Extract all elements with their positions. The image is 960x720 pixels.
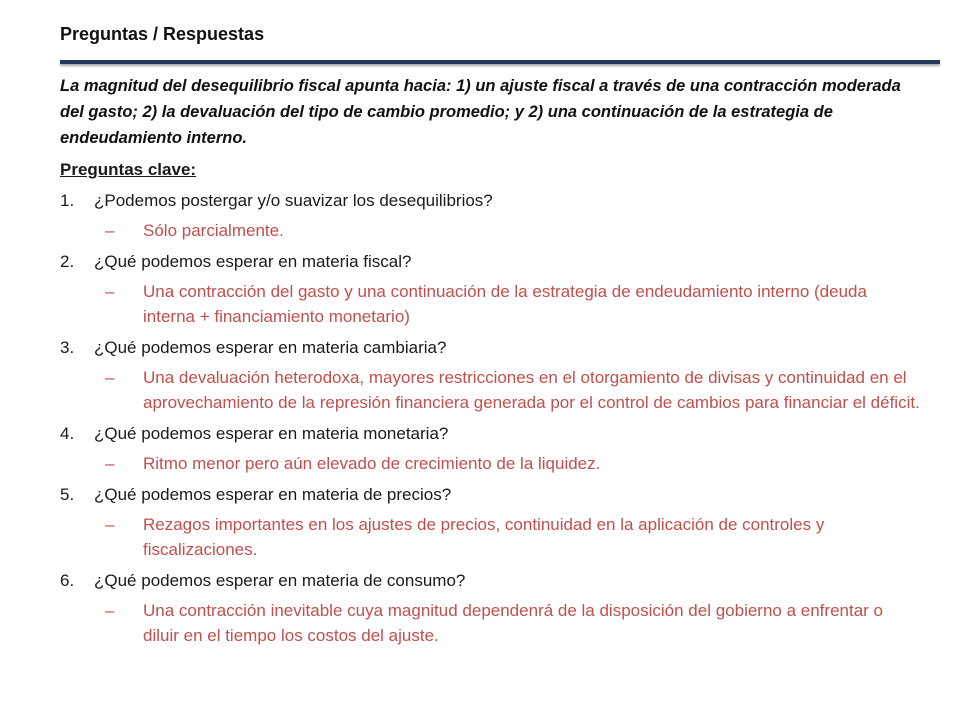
- question-text: ¿Qué podemos esperar en materia cambiaria?: [94, 338, 447, 357]
- question-line: [60, 567, 920, 595]
- answer-dash: –: [105, 221, 115, 240]
- question-line: [60, 334, 920, 362]
- questions-section: [60, 156, 920, 653]
- answer-line: [105, 598, 920, 648]
- question-text: ¿Qué podemos esperar en materia de precios?: [94, 485, 452, 504]
- question-text: ¿Qué podemos esperar en materia de consumo?: [94, 571, 466, 590]
- answer-text: Una contracción inevitable cuya magnitud dependenrá de la disposición del gobierno a enfrentar o diluir en el tiempo los costos del ajuste.: [143, 601, 883, 645]
- question-number: 5.: [60, 485, 75, 504]
- slide-title: Preguntas / Respuestas: [60, 24, 265, 44]
- answer-text: Una contracción del gasto y una continuación de la estrategia de endeudamiento interno (deuda interna + financiamiento monetario): [143, 282, 867, 326]
- answer-line: [105, 451, 920, 476]
- question-line: [60, 420, 920, 448]
- question-item: [60, 481, 920, 562]
- answer-text: Una devaluación heterodoxa, mayores restricciones en el otorgamiento de divisas y continuidad en el aprovechamiento de la represión financiera generada por el control de cambios para financiar el déficit.: [143, 368, 920, 412]
- answer-line: [105, 279, 920, 329]
- answer-dash: –: [105, 368, 115, 387]
- question-text: ¿Qué podemos esperar en materia monetaria?: [94, 424, 449, 443]
- summary-paragraph: La magnitud del desequilibrio fiscal apunta hacia: 1) un ajuste fiscal a través de una contracción moderada del gasto; 2) la devaluación del tipo de cambio promedio; y 2) una continuación de la estrategia de endeudamiento interno.: [60, 77, 901, 147]
- question-line: [60, 187, 920, 215]
- answer-dash: –: [105, 601, 115, 620]
- question-text: ¿Podemos postergar y/o suavizar los desequilibrios?: [94, 191, 493, 210]
- answer-line: [105, 512, 920, 562]
- questions-list: [60, 187, 920, 648]
- answer-text: Rezagos importantes en los ajustes de precios, continuidad en la aplicación de controles y fiscalizaciones.: [143, 515, 825, 559]
- question-item: [60, 187, 920, 243]
- answer-text: Ritmo menor pero aún elevado de crecimiento de la liquidez.: [143, 454, 601, 473]
- answer-line: [105, 218, 920, 243]
- question-number: 1.: [60, 191, 75, 210]
- question-item: [60, 420, 920, 476]
- question-item: [60, 248, 920, 329]
- answer-dash: –: [105, 282, 115, 301]
- question-item: [60, 567, 920, 648]
- question-line: [60, 248, 920, 276]
- answer-line: [105, 365, 920, 415]
- question-line: [60, 481, 920, 509]
- question-number: 4.: [60, 424, 75, 443]
- title-divider: [60, 60, 940, 64]
- question-text: ¿Qué podemos esperar en materia fiscal?: [94, 252, 412, 271]
- question-number: 3.: [60, 338, 75, 357]
- question-item: [60, 334, 920, 415]
- question-number: 2.: [60, 252, 75, 271]
- answer-dash: –: [105, 515, 115, 534]
- section-heading: Preguntas clave:: [60, 160, 197, 179]
- question-number: 6.: [60, 571, 75, 590]
- answer-dash: –: [105, 454, 115, 473]
- answer-text: Sólo parcialmente.: [143, 221, 284, 240]
